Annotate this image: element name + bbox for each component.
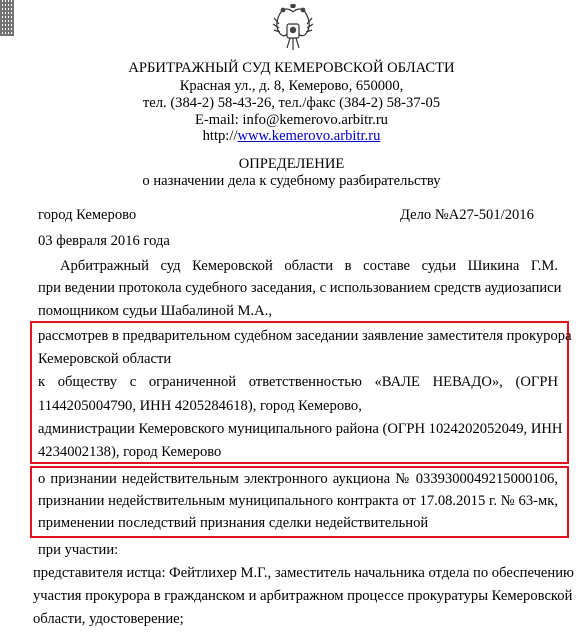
document-subheading: о назначении дела к судебному разбирательству [142,173,441,189]
parties-line: 4234002138), город Кемерово [38,444,222,460]
parties-line: рассмотрев в предварительном судебном заседании заявление заместителя прокурора [38,328,572,344]
parties-line: 1144205004790, ИНН 4205284618), город Кемерово, [38,398,362,414]
parties-line: к обществу с ограниченной ответственностью «ВАЛЕ НЕВАДО», (ОГРН [38,374,558,390]
paragraph-line: при ведении протокола судебного заседания, с использованием средств аудиозаписи [38,280,562,296]
court-title: АРБИТРАЖНЫЙ СУД КЕМЕРОВСКОЙ ОБЛАСТИ [128,60,455,76]
participation-label: при участии: [38,542,119,558]
website-prefix: http:// [202,128,238,144]
court-phones: тел. (384-2) 58-43-26, тел./факс (384-2) 58-37-05 [142,95,441,111]
paragraph-line: Арбитражный суд Кемеровской области в составе судьи Шикина Г.М. [60,258,558,274]
subject-line: о признании недействительным электронного аукциона № 0339300049215000106, [38,471,558,487]
document-heading: ОПРЕДЕЛЕНИЕ [238,156,345,172]
court-website [0,128,583,146]
coat-of-arms-icon [271,4,315,54]
court-email: E-mail: info@kemerovo.arbitr.ru [195,112,388,128]
parties-line: Кемеровской области [38,351,172,367]
paragraph-line: помощником судьи Шабалиной М.А., [38,303,273,319]
case-number: Дело №А27-501/2016 [400,207,534,223]
subject-line: признании недействительным муниципального контракта от 17.08.2015 г. № 63-мк, [38,493,558,509]
qr-code-icon [0,0,14,36]
representative-line: представителя истца: Фейтлихер М.Г., заместитель начальника отдела по обеспечению [33,565,574,581]
subject-line: применении последствий признания сделки недействительной [38,515,429,531]
document-date: 03 февраля 2016 года [38,233,170,249]
website-link[interactable]: www.kemerovo.arbitr.ru [237,128,381,144]
representative-line: области, удостоверение; [33,611,184,627]
court-address: Красная ул., д. 8, Кемерово, 650000, [179,78,404,94]
city: город Кемерово [38,207,137,223]
parties-line: администрации Кемеровского муниципального района (ОГРН 1024202052049, ИНН [38,421,563,437]
representative-line: участия прокурора в гражданском и арбитражном процессе прокуратуры Кемеровской [33,588,573,604]
